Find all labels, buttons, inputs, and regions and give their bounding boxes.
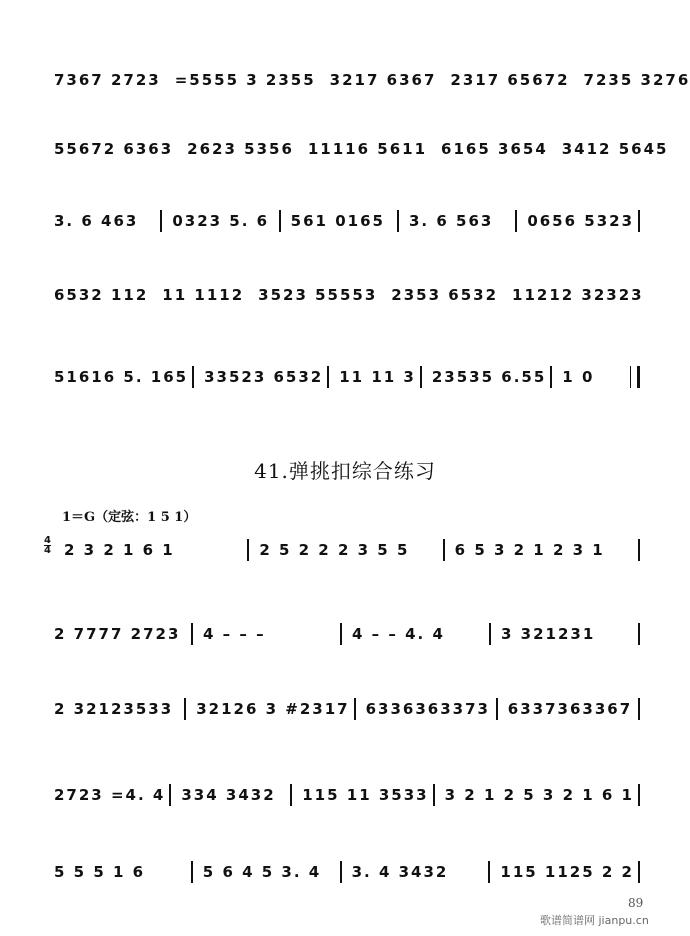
time-signature-top: 4 <box>44 535 51 546</box>
measure: 11212 32323 <box>512 286 644 304</box>
barline <box>397 210 399 232</box>
measure: 4 – – – <box>203 625 266 643</box>
score-line-3 <box>48 209 644 233</box>
measure: 0323 5. 6 <box>172 212 270 230</box>
barline <box>638 210 640 232</box>
barline <box>488 861 490 883</box>
barline <box>160 210 162 232</box>
exercise-line-5 <box>48 860 644 884</box>
measure: 55672 6363 <box>54 140 174 158</box>
measure: 3523 55553 <box>258 286 378 304</box>
measure: 2353 6532 <box>391 286 499 304</box>
measure: 11116 5611 <box>307 140 428 158</box>
measure: 6336363373 <box>365 700 490 718</box>
time-signature <box>44 536 51 555</box>
barline <box>550 366 552 388</box>
measure: 6165 3654 <box>441 140 548 158</box>
key-signature: 1＝G（定弦：1 5 1） <box>62 510 197 525</box>
measure: 115 1125 2 2 <box>500 863 634 881</box>
measure: 7235 3276 <box>583 71 690 89</box>
measure: 51616 5. 165 <box>54 368 189 386</box>
measure: 32126 3 #2317 <box>196 700 350 718</box>
measure: =5555 3 2355 <box>174 71 316 89</box>
measure: 115 11 3533 <box>302 786 429 804</box>
barline <box>638 539 640 561</box>
exercise-line-1 <box>58 538 644 562</box>
exercise-line-3 <box>48 697 644 721</box>
barline <box>638 623 640 645</box>
barline <box>496 698 498 720</box>
measure: 3. 6 563 <box>408 212 494 230</box>
measure: 5 5 5 1 6 <box>54 863 146 881</box>
barline <box>191 861 193 883</box>
exercise-title: 41.弹挑扣综合练习 <box>254 459 436 483</box>
measure: 3412 5645 <box>561 140 669 158</box>
measure: 334 3432 <box>181 786 276 804</box>
score-line-1 <box>48 68 690 92</box>
barline <box>515 210 517 232</box>
measure: 6337363367 <box>507 700 633 718</box>
watermark: 歌谱简谱网 jianpu.cn <box>540 914 649 927</box>
measure: 2317 65672 <box>450 71 570 89</box>
barline <box>638 698 640 720</box>
measure: 2623 5356 <box>187 140 294 158</box>
barline <box>290 784 292 806</box>
measure: 7367 2723 <box>54 71 161 89</box>
exercise-line-4 <box>48 783 644 807</box>
measure: 6 5 3 2 1 2 3 1 <box>454 541 605 559</box>
measure: 561 0165 <box>290 212 385 230</box>
barline <box>279 210 281 232</box>
measure: 5 6 4 5 3. 4 <box>202 863 322 881</box>
barline <box>489 623 491 645</box>
measure: 3 321231 <box>501 625 596 643</box>
page-number: 89 <box>628 896 644 910</box>
barline <box>433 784 435 806</box>
measure: 4 – – 4. 4 <box>352 625 445 643</box>
barline <box>340 861 342 883</box>
barline <box>354 698 356 720</box>
barline <box>420 366 422 388</box>
measure: 3. 6 463 <box>54 212 139 230</box>
barline <box>184 698 186 720</box>
time-signature-bottom: 4 <box>44 545 51 556</box>
measure: 2 5 2 2 2 3 5 5 <box>259 541 410 559</box>
measure: 23535 6.55 <box>431 368 547 386</box>
score-line-4 <box>48 283 644 307</box>
measure: 2723 =4. 4 <box>54 786 166 804</box>
measure: 3. 4 3432 <box>351 863 449 881</box>
exercise-line-2 <box>48 622 644 646</box>
barline <box>327 366 329 388</box>
barline <box>169 784 171 806</box>
measure: 1 0 <box>562 368 595 386</box>
barline <box>638 861 640 883</box>
measure: 11 11 3 <box>339 368 416 386</box>
measure: 3 2 1 2 5 3 2 1 6 1 <box>444 786 634 804</box>
barline <box>638 784 640 806</box>
measure: 33523 6532 <box>204 368 324 386</box>
score-line-2 <box>48 137 669 161</box>
measure: 3217 6367 <box>329 71 437 89</box>
barline <box>192 366 194 388</box>
measure: 6532 112 <box>54 286 149 304</box>
measure: 2 3 2 1 6 1 <box>64 541 175 559</box>
measure: 0656 5323 <box>527 212 635 230</box>
measure: 11 1112 <box>162 286 245 304</box>
measure: 2 7777 2723 <box>54 625 181 643</box>
final-barline <box>630 366 640 388</box>
barline <box>443 539 445 561</box>
measure: 2 32123533 <box>54 700 174 718</box>
barline <box>191 623 193 645</box>
barline <box>247 539 249 561</box>
score-line-5 <box>48 365 644 389</box>
barline <box>340 623 342 645</box>
